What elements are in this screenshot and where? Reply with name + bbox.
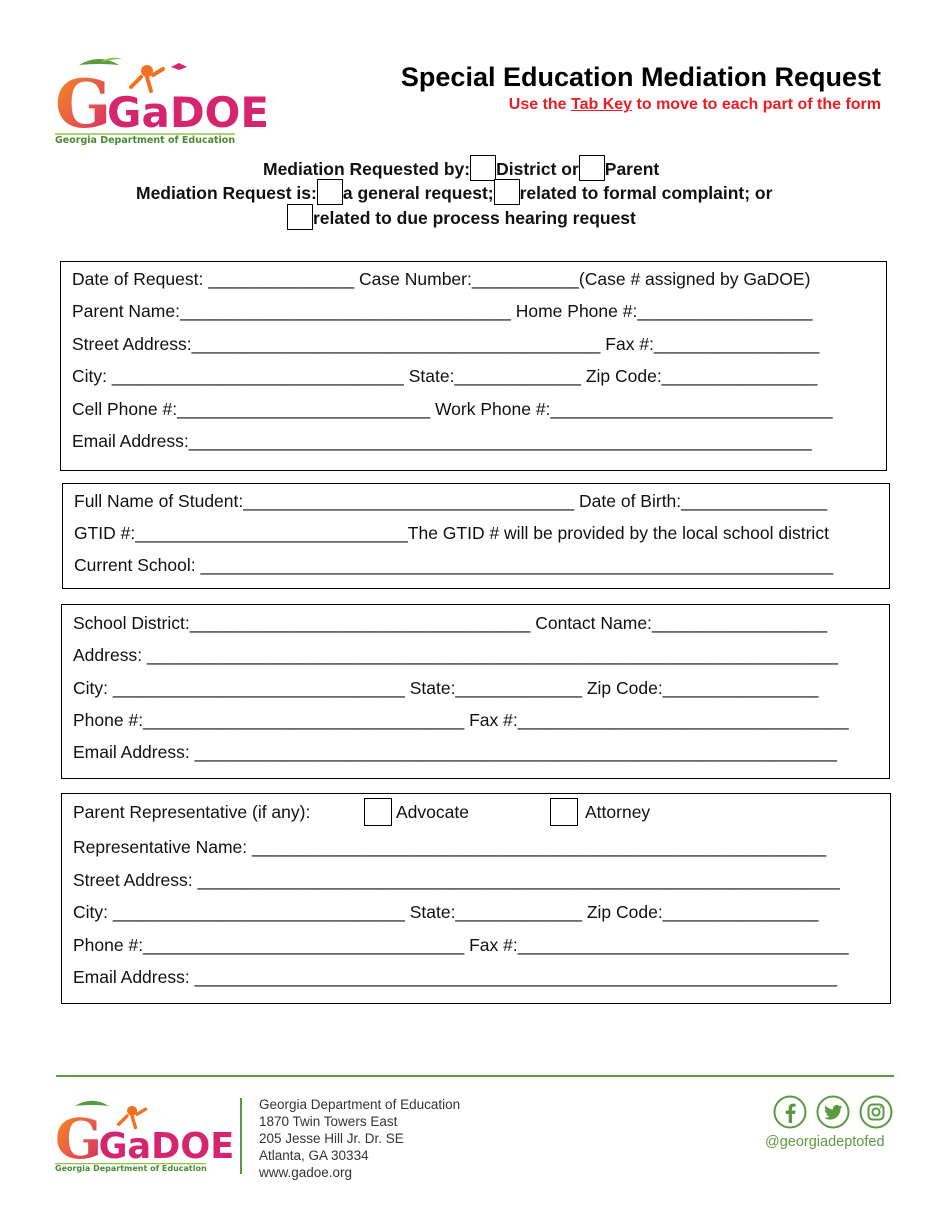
gtid-row[interactable]: GTID #:____________________________The GTID # will be provided by the local school district: [74, 523, 829, 543]
attorney-checkbox[interactable]: [550, 798, 578, 826]
district-address-row[interactable]: Address: _______________________________________________________________________: [73, 645, 838, 665]
svg-text:GaDOE: GaDOE: [107, 88, 270, 137]
footer-vertical-divider: [240, 1098, 242, 1174]
district-email-row[interactable]: Email Address: __________________________________________________________________: [73, 742, 837, 762]
street-address-row[interactable]: Street Address:__________________________________________ Fax #:_________________: [72, 334, 820, 354]
footer-org: Georgia Department of Education: [259, 1097, 461, 1112]
footer-address: [259, 1096, 460, 1181]
footer-gadoe-logo: [55, 1097, 235, 1175]
parent-checkbox[interactable]: [579, 155, 605, 181]
city-state-zip-row[interactable]: City: ______________________________ State:_____________ Zip Code:________________: [72, 366, 818, 386]
facebook-icon[interactable]: [773, 1095, 807, 1134]
twitter-icon[interactable]: [816, 1095, 850, 1134]
requested-by-line: Mediation Requested by: District or Parent: [263, 155, 659, 181]
student-name-row[interactable]: Full Name of Student:__________________________________ Date of Birth:_______________: [74, 491, 828, 511]
instagram-icon[interactable]: [859, 1095, 893, 1134]
footer-city: Atlanta, GA 30334: [259, 1148, 369, 1163]
district-city-row[interactable]: City: ______________________________ State:_____________ Zip Code:________________: [73, 678, 819, 698]
logo-tagline: Georgia Department of Education: [55, 135, 236, 146]
representative-type-row: Parent Representative (if any):: [73, 802, 311, 822]
date-case-row[interactable]: Date of Request: _______________ Case Number:___________(Case # assigned by GaDOE): [72, 269, 811, 289]
representative-name-row[interactable]: Representative Name: ___________________________________________________________: [73, 837, 827, 857]
svg-text:G: G: [55, 1106, 103, 1172]
due-process-line: related to due process hearing request: [287, 204, 636, 230]
student-info-section: [62, 483, 890, 589]
district-checkbox[interactable]: [470, 155, 496, 181]
parent-name-row[interactable]: Parent Name:__________________________________ Home Phone #:__________________: [72, 301, 813, 321]
footer-website[interactable]: www.gadoe.org: [259, 1165, 353, 1180]
footer-logo-tagline: Georgia Department of Education: [55, 1164, 207, 1173]
rep-phone-row[interactable]: Phone #:_________________________________ Fax #:__________________________________: [73, 935, 849, 955]
gadoe-logo: [55, 55, 270, 147]
advocate-checkbox[interactable]: [364, 798, 392, 826]
social-handle[interactable]: @georgiadeptofed: [765, 1134, 885, 1150]
due-process-checkbox[interactable]: [287, 204, 313, 230]
school-district-row[interactable]: School District:___________________________________ Contact Name:__________________: [73, 613, 828, 633]
formal-complaint-checkbox[interactable]: [494, 179, 520, 205]
rep-email-row[interactable]: Email Address: __________________________________________________________________: [73, 967, 837, 987]
email-row[interactable]: Email Address:________________________________________________________________: [72, 431, 812, 451]
request-type-line: Mediation Request is: a general request; related to formal complaint; or: [136, 179, 772, 205]
tab-instruction: Use the Tab Key to move to each part of the form: [508, 96, 881, 113]
district-phone-row[interactable]: Phone #:_________________________________ Fax #:__________________________________: [73, 710, 849, 730]
footer-divider: [56, 1075, 894, 1077]
svg-text:GaDOE: GaDOE: [98, 1125, 235, 1167]
attorney-label: Attorney: [585, 802, 651, 822]
current-school-row[interactable]: Current School: _________________________________________________________________: [74, 555, 834, 575]
advocate-label: Advocate: [396, 802, 469, 822]
footer-street: 1870 Twin Towers East: [259, 1114, 398, 1129]
general-request-checkbox[interactable]: [317, 179, 343, 205]
rep-city-row[interactable]: City: ______________________________ State:_____________ Zip Code:________________: [73, 902, 819, 922]
district-info-section: [61, 604, 890, 779]
svg-text:G: G: [55, 65, 112, 143]
representative-section: [61, 793, 891, 1004]
page-title: Special Education Mediation Request: [400, 62, 881, 92]
parent-info-section: [60, 261, 887, 471]
rep-street-row[interactable]: Street Address: __________________________________________________________________: [73, 870, 840, 890]
footer-street2: 205 Jesse Hill Jr. Dr. SE: [259, 1131, 404, 1146]
phone-row[interactable]: Cell Phone #:__________________________ Work Phone #:_____________________________: [72, 399, 833, 419]
